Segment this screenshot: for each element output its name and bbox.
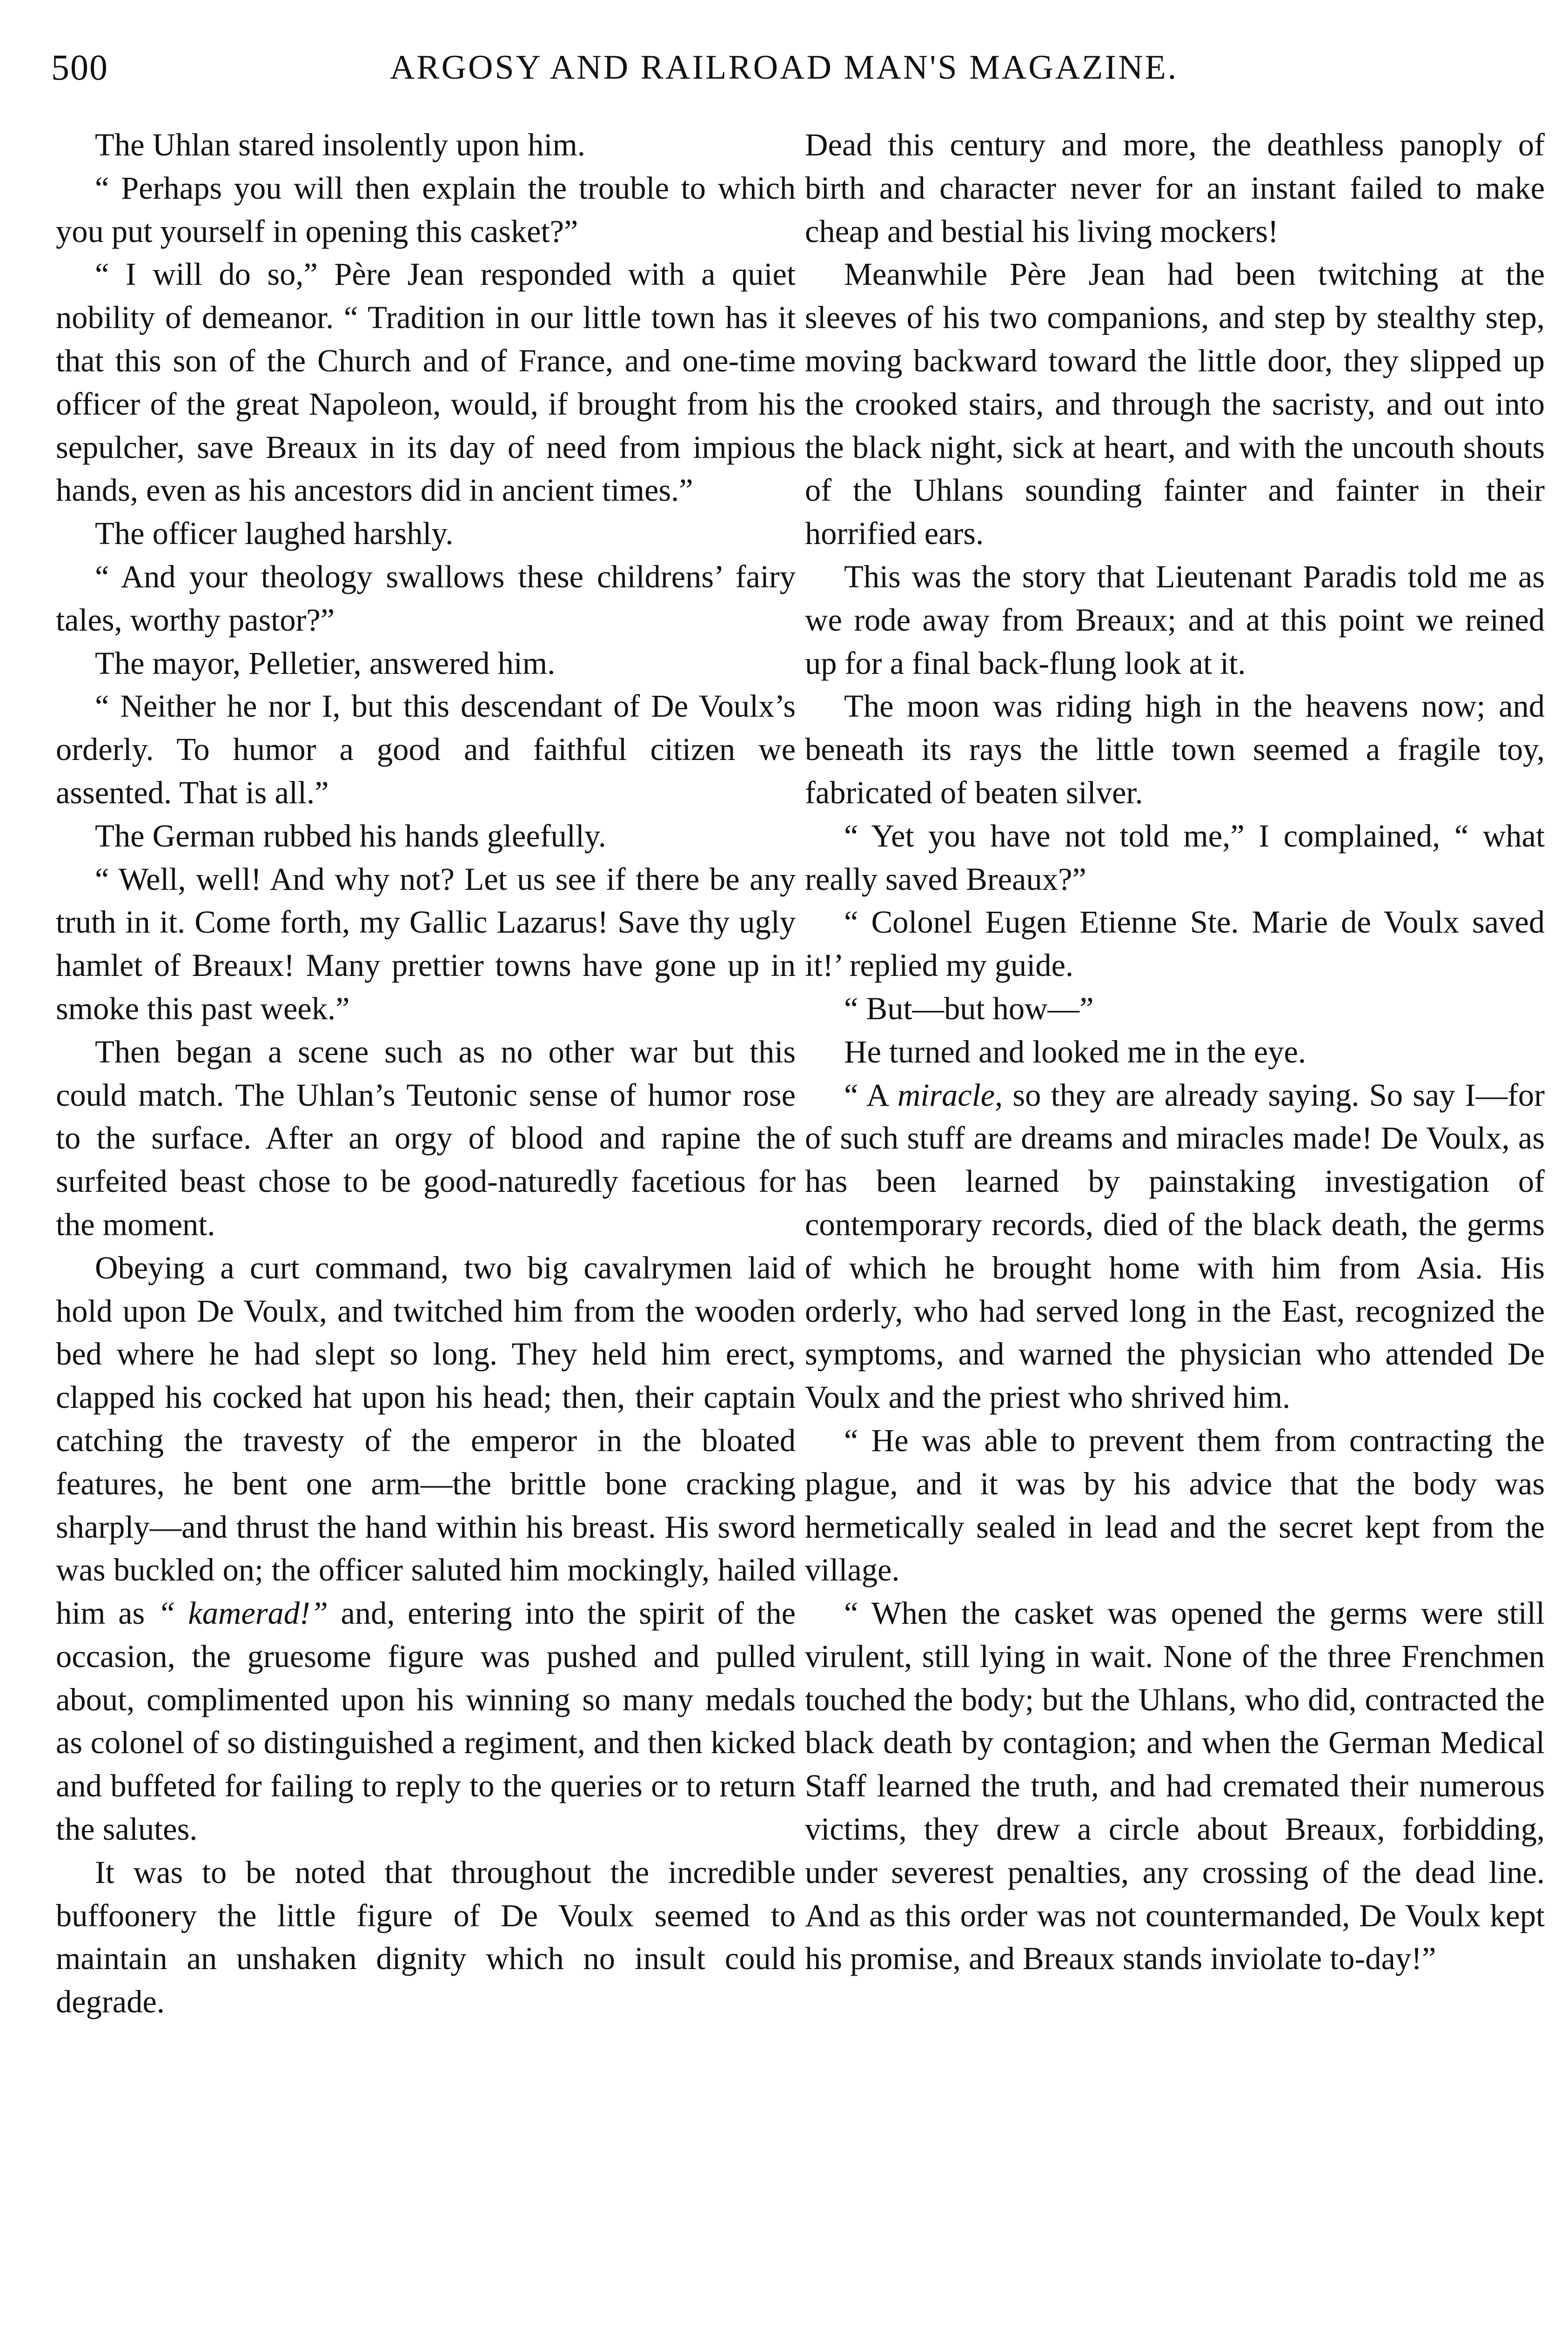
paragraph-text: Then began a scene such as no other war but this could match. The Uhlan’s Teutonic sense of humor rose to the surface. After an orgy of blood and rapine the surfeited beast chose to be good-naturedly facetious for the moment.: [56, 1034, 796, 1242]
paragraph: [56, 1246, 796, 1851]
running-title: ARGOSY AND RAILROAD MAN'S MAGAZINE.: [389, 48, 1179, 87]
paragraph: [805, 1074, 1545, 1419]
paragraph-text: The German rubbed his hands gleefully.: [95, 818, 606, 854]
paragraph-text: The moon was riding high in the heavens now; and beneath its rays the little town seemed a fragile toy, fabricated of beaten silver.: [805, 688, 1545, 810]
paragraph: [56, 167, 796, 253]
paragraph-text: “ Colonel Eugen Etienne Ste. Marie de Voulx saved it!’ replied my guide.: [805, 904, 1545, 983]
italic-text: miracle,: [897, 1077, 1003, 1113]
paragraph: [56, 685, 796, 814]
paragraph: [56, 1851, 796, 2024]
paragraph-text: “ Well, well! And why not? Let us see if there be any truth in it. Come forth, my Gallic Lazarus! Save thy ugly hamlet of Breaux! Many prettier towns have gone up in smoke this past week.”: [56, 861, 796, 1026]
paragraph: [805, 814, 1545, 901]
paragraph-text-after: so they are already saying. So say I—for of such stuff are dreams and miracles made! De Voulx, as has been learned by painstaking investigation of contemporary records, died of the black death, the germs of which he brought home with him from Asia. His orderly, who had served long in the East, recognized the symptoms, and warned the physician who attended De Voulx and the priest who shrived him.: [805, 1077, 1545, 1415]
paragraph-text: It was to be noted that throughout the incredible buffoonery the little figure of De Voulx seemed to maintain an unshaken dignity which no insult could degrade.: [56, 1854, 796, 2020]
paragraph: [805, 1592, 1545, 1980]
paragraph-text: “ A: [844, 1077, 898, 1113]
paragraph: [56, 814, 796, 858]
paragraph-text: “ Neither he nor I, but this descendant of De Voulx’s orderly. To humor a good and faithful citizen we assented. That is all.”: [56, 688, 796, 810]
paragraph-text: “ I will do so,” Père Jean responded with a quiet nobility of demeanor. “ Tradition in our little town has it that this son of the Church and of France, and one-time officer of the great Napoleon, would, if brought from his sepulcher, save Breaux in its day of need from impious hands, even as his ancestors did in ancient times.”: [56, 256, 796, 508]
paragraph: [56, 123, 796, 167]
italic-text: “ kamerad!”: [157, 1595, 328, 1631]
page-number: 500: [51, 47, 108, 87]
paragraph: [56, 1030, 796, 1246]
paragraph-text: “ Yet you have not told me,” I complained, “ what really saved Breaux?”: [805, 818, 1545, 897]
paragraph: [805, 685, 1545, 814]
paragraph-text: The officer laughed harshly.: [95, 516, 454, 551]
paragraph: [805, 1030, 1545, 1074]
right-column: [805, 123, 1545, 1980]
left-column: [56, 123, 796, 2024]
paragraph: [805, 987, 1545, 1030]
paragraph-text: “ And your theology swallows these childrens’ fairy tales, worthy pastor?”: [56, 558, 796, 638]
paragraph-text: “ When the casket was opened the germs were still virulent, still lying in wait. None of the three Frenchmen touched the body; but the Uhlans, who did, contracted the black death by contagion; and when the German Medical Staff learned the truth, and had cremated their numerous victims, they drew a circle about Breaux, forbidding, under severest penalties, any crossing of the dead line. And as this order was not countermanded, De Voulx kept his promise, and Breaux stands inviolate to-day!”: [805, 1595, 1545, 1977]
paragraph-text: The mayor, Pelletier, answered him.: [95, 645, 556, 681]
paragraph-text: “ He was able to prevent them from contracting the plague, and it was by his advice that the body was hermetically sealed in lead and the secret kept from the village.: [805, 1422, 1545, 1588]
paragraph: [805, 901, 1545, 987]
paragraph-text: The Uhlan stared insolently upon him.: [95, 127, 585, 162]
paragraph-text: Obeying a curt command, two big cavalrymen laid hold upon De Voulx, and twitched him from the wooden bed where he had slept so long. They held him erect, clapped his cocked hat upon his head; then, their captain catching the travesty of the emperor in the bloated features, he bent one arm—the brittle bone cracking sharply—and thrust the hand within his breast. His sword was buckled on; the officer saluted him mockingly, hailed him as: [56, 1250, 796, 1631]
paragraph-text: Meanwhile Père Jean had been twitching at the sleeves of his two companions, and step by stealthy step, moving backward toward the little door, they slipped up the crooked stairs, and through the sacristy, and out into the black night, sick at heart, and with the uncouth shouts of the Uhlans sounding fainter and fainter in their horrified ears.: [805, 256, 1545, 551]
paragraph-text: “ But—but how—”: [844, 990, 1094, 1026]
paragraph: [56, 253, 796, 512]
paragraph: [56, 555, 796, 642]
paragraph: [805, 123, 1545, 253]
paragraph: [805, 253, 1545, 555]
paragraph: [805, 555, 1545, 685]
paragraph: [56, 642, 796, 685]
paragraph: [56, 858, 796, 1030]
paragraph-text: This was the story that Lieutenant Paradis told me as we rode away from Breaux; and at this point we reined up for a final back-flung look at it.: [805, 558, 1545, 681]
paragraph-text-after: and, entering into the spirit of the occasion, the gruesome figure was pushed and pulled about, complimented upon his winning so many medals as colonel of so distinguished a regiment, and then kicked and buffeted for failing to reply to the queries or to return the salutes.: [56, 1595, 796, 1847]
paragraph-text: He turned and looked me in the eye.: [844, 1034, 1306, 1069]
page-header: [51, 37, 1517, 98]
paragraph: [805, 1419, 1545, 1592]
paragraph-text: “ Perhaps you will then explain the trouble to which you put yourself in opening this casket?”: [56, 170, 796, 249]
paragraph-text: Dead this century and more, the deathless panoply of birth and character never for an instant failed to make cheap and bestial his living mockers!: [805, 127, 1545, 249]
paragraph: [56, 512, 796, 555]
